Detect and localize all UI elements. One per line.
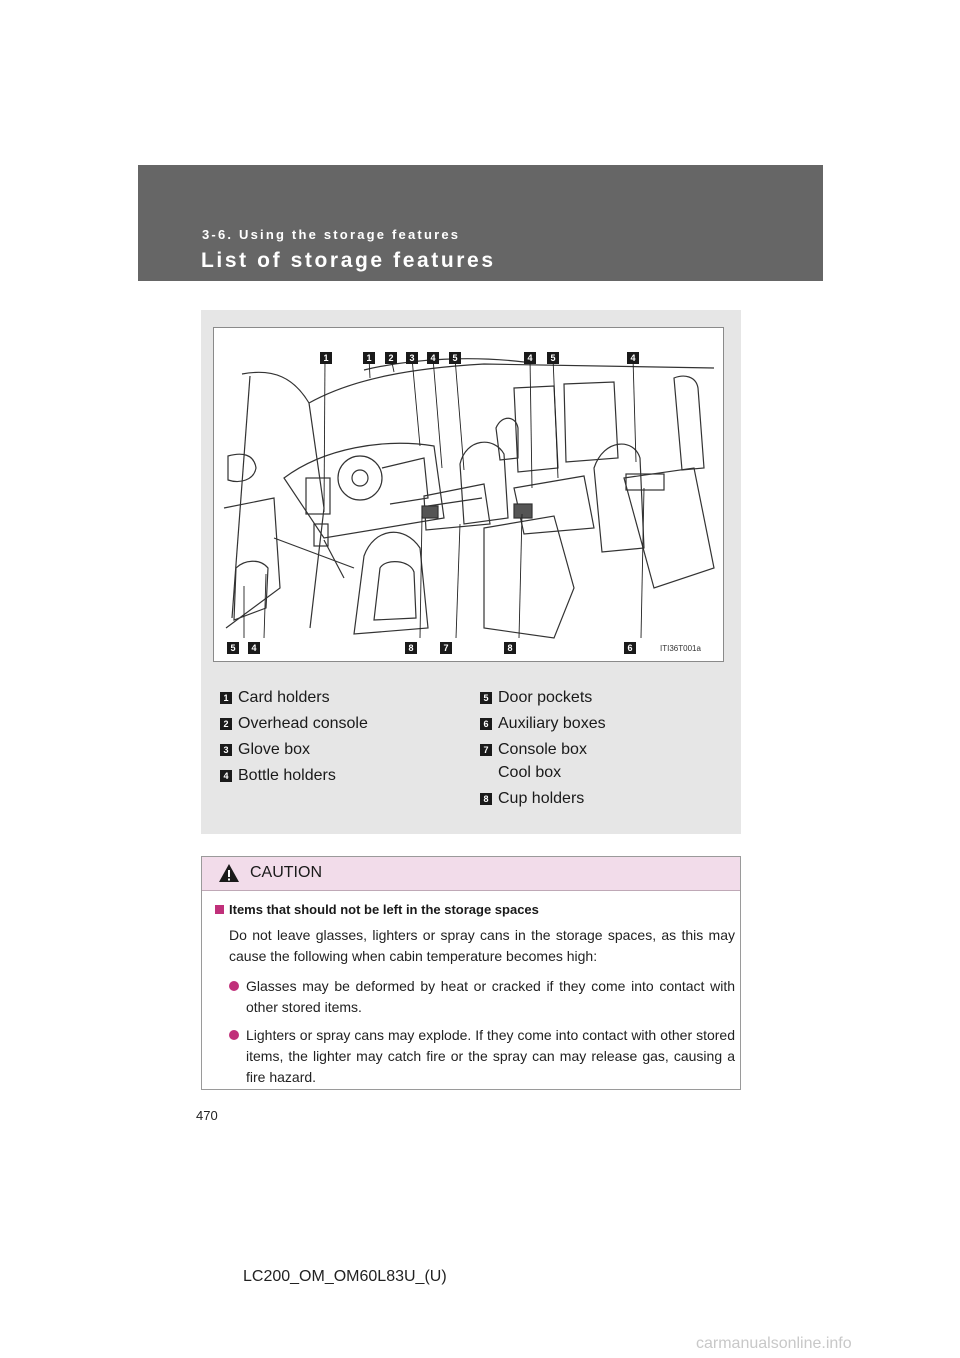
legend-sub-item: Cool box <box>498 764 562 781</box>
legend-item: 4 Bottle holders <box>220 765 336 787</box>
illustration-code: ITI36T001a <box>660 644 701 653</box>
caution-label: CAUTION <box>250 864 322 881</box>
callout-8: 8 <box>405 637 423 659</box>
callout-4: 4 <box>427 347 445 369</box>
caution-bullet: Lighters or spray cans may explode. If they come into contact with other stored items, the lighter may catch fire or the spray can may release gas, causing a fire hazard. <box>229 1025 735 1088</box>
bullet-dot-icon <box>229 1030 239 1040</box>
warning-icon <box>218 863 240 883</box>
square-bullet-icon <box>215 905 224 914</box>
caution-intro: Do not leave glasses, lighters or spray cans in the storage spaces, as this may cause the following when cabin temperature becomes high: <box>229 927 735 964</box>
legend-item: 3 Glove box <box>220 739 310 761</box>
callout-5: 5 <box>227 637 245 659</box>
legend-item: 6 Auxiliary boxes <box>480 713 606 735</box>
legend-item: 7 Console box <box>480 739 587 761</box>
figure-panel <box>201 310 741 834</box>
legend-item: 1 Card holders <box>220 687 330 709</box>
section-label: 3-6. Using the storage features <box>202 227 461 242</box>
section-header <box>138 165 823 281</box>
watermark: carmanualsonline.info <box>696 1335 852 1352</box>
caution-bullet: Glasses may be deformed by heat or cracked if they come into contact with other stored items. <box>229 976 735 1018</box>
callout-1: 1 <box>320 347 338 369</box>
caution-box <box>201 856 741 1090</box>
callout-5: 5 <box>449 347 467 369</box>
interior-drawing <box>214 328 723 661</box>
caution-heading: Items that should not be left in the storage spaces <box>215 902 539 917</box>
callout-8: 8 <box>504 637 522 659</box>
callout-3: 3 <box>406 347 424 369</box>
legend-item: 2 Overhead console <box>220 713 368 735</box>
legend-item: 8 Cup holders <box>480 788 584 810</box>
callout-7: 7 <box>440 637 458 659</box>
callout-4: 4 <box>524 347 542 369</box>
manual-code: LC200_OM_OM60L83U_(U) <box>243 1268 447 1285</box>
callout-2: 2 <box>385 347 403 369</box>
bullet-dot-icon <box>229 981 239 991</box>
page-number: 470 <box>196 1108 218 1123</box>
vehicle-interior-illustration <box>213 327 724 662</box>
callout-4: 4 <box>248 637 266 659</box>
callout-5: 5 <box>547 347 565 369</box>
callout-1: 1 <box>363 347 381 369</box>
callout-6: 6 <box>624 637 642 659</box>
page-title: List of storage features <box>201 249 496 272</box>
caution-header <box>202 857 740 891</box>
callout-4: 4 <box>627 347 645 369</box>
legend-item: 5 Door pockets <box>480 687 592 709</box>
